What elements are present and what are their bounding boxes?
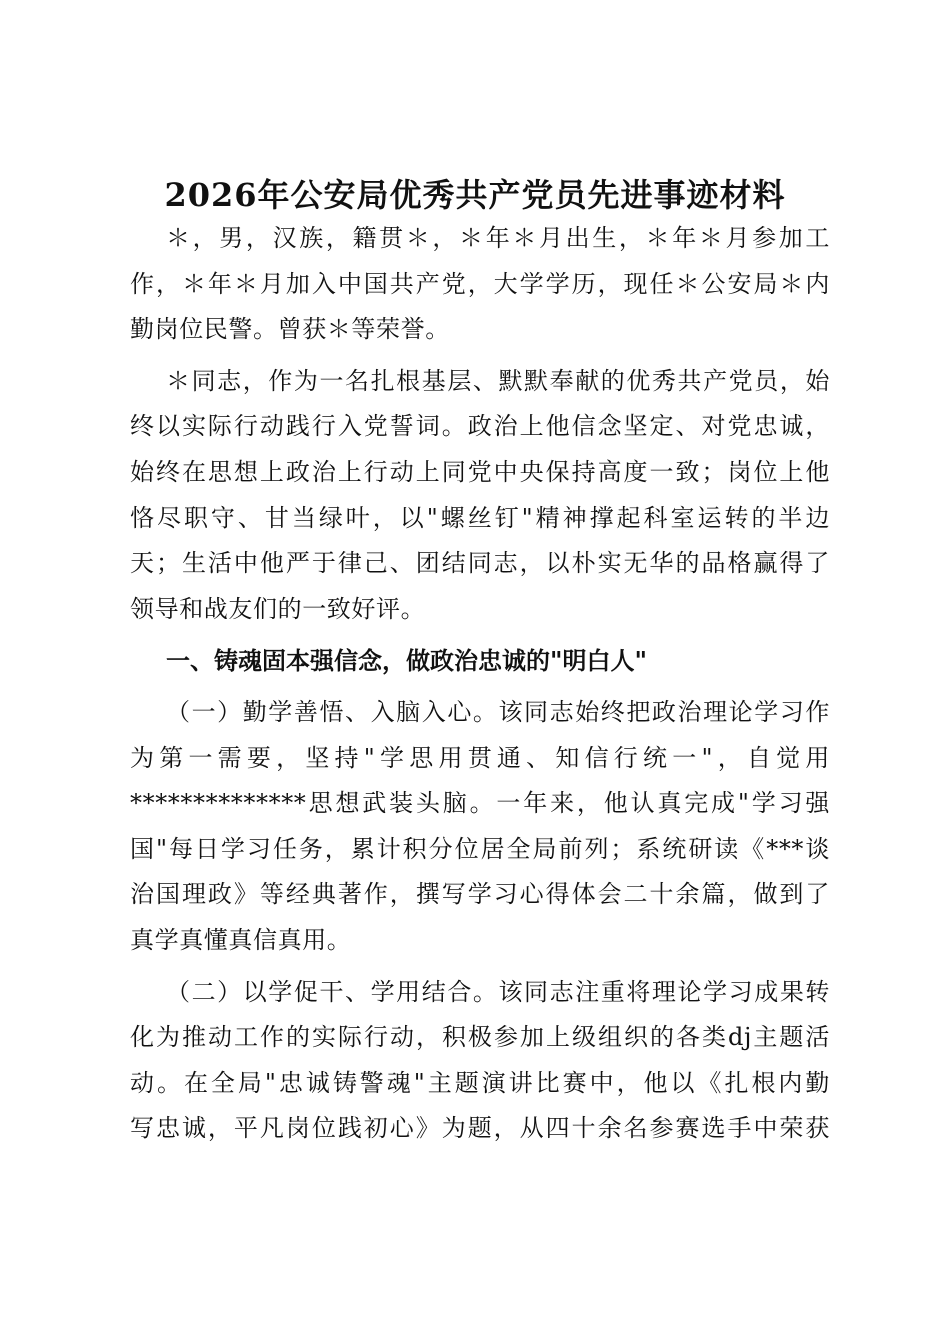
- text-line: （一）勤学善悟、入脑入心。该同志始终把政治理论学习作: [166, 697, 830, 726]
- text-line: 终以实际行动践行入党誓词。政治上他信念坚定、对党忠诚，: [130, 412, 830, 441]
- intro-paragraph: [130, 216, 830, 353]
- text-line: 恪尽职守、甘当绿叶，以"螺丝钉"精神撑起科室运转的半边: [130, 503, 830, 532]
- text-line: 治国理政》等经典著作，撰写学习心得体会二十余篇，做到了: [130, 880, 830, 909]
- text-line: 勤岗位民警。曾获＊等荣誉。: [130, 315, 450, 344]
- text-line: **************思想武装头脑。一年来，他认真完成"学习强: [130, 789, 830, 818]
- text-line: （二）以学促干、学用结合。该同志注重将理论学习成果转: [166, 977, 830, 1006]
- text-line: 天；生活中他严于律己、团结同志，以朴实无华的品格赢得了: [130, 549, 830, 578]
- summary-paragraph: [130, 359, 830, 633]
- text-line: 为第一需要，坚持"学思用贯通、知信行统一"，自觉用: [130, 743, 830, 772]
- text-line: ＊，男，汉族，籍贯＊，＊年＊月出生，＊年＊月参加工: [166, 224, 830, 252]
- text-line: 写忠诚，平凡岗位践初心》为题，从四十余名参赛选手中荣获: [130, 1114, 830, 1143]
- section-heading: 一、铸魂固本强信念，做政治忠诚的"明白人": [166, 646, 648, 676]
- subsection-paragraph: [130, 970, 830, 1152]
- text-line: 国"每日学习任务，累计积分位居全局前列；系统研读《***谈: [130, 834, 830, 863]
- text-line: ＊同志，作为一名扎根基层、默默奉献的优秀共产党员，始: [166, 366, 830, 395]
- text-line: 真学真懂真信真用。: [130, 925, 352, 954]
- text-line: 化为推动工作的实际行动，积极参加上级组织的各类dj主题活: [130, 1023, 830, 1052]
- document-title: 2026年公安局优秀共产党员先进事迹材料: [164, 176, 786, 214]
- document-body: [130, 216, 830, 1152]
- text-line: 作，＊年＊月加入中国共产党，大学学历，现任＊公安局＊内: [130, 269, 830, 298]
- text-line: 动。在全局"忠诚铸警魂"主题演讲比赛中，他以《扎根内勤: [130, 1068, 830, 1097]
- text-line: 领导和战友们的一致好评。: [130, 594, 426, 623]
- text-line: 始终在思想上政治上行动上同党中央保持高度一致；岗位上他: [130, 457, 830, 486]
- subsection-paragraph: [130, 690, 830, 964]
